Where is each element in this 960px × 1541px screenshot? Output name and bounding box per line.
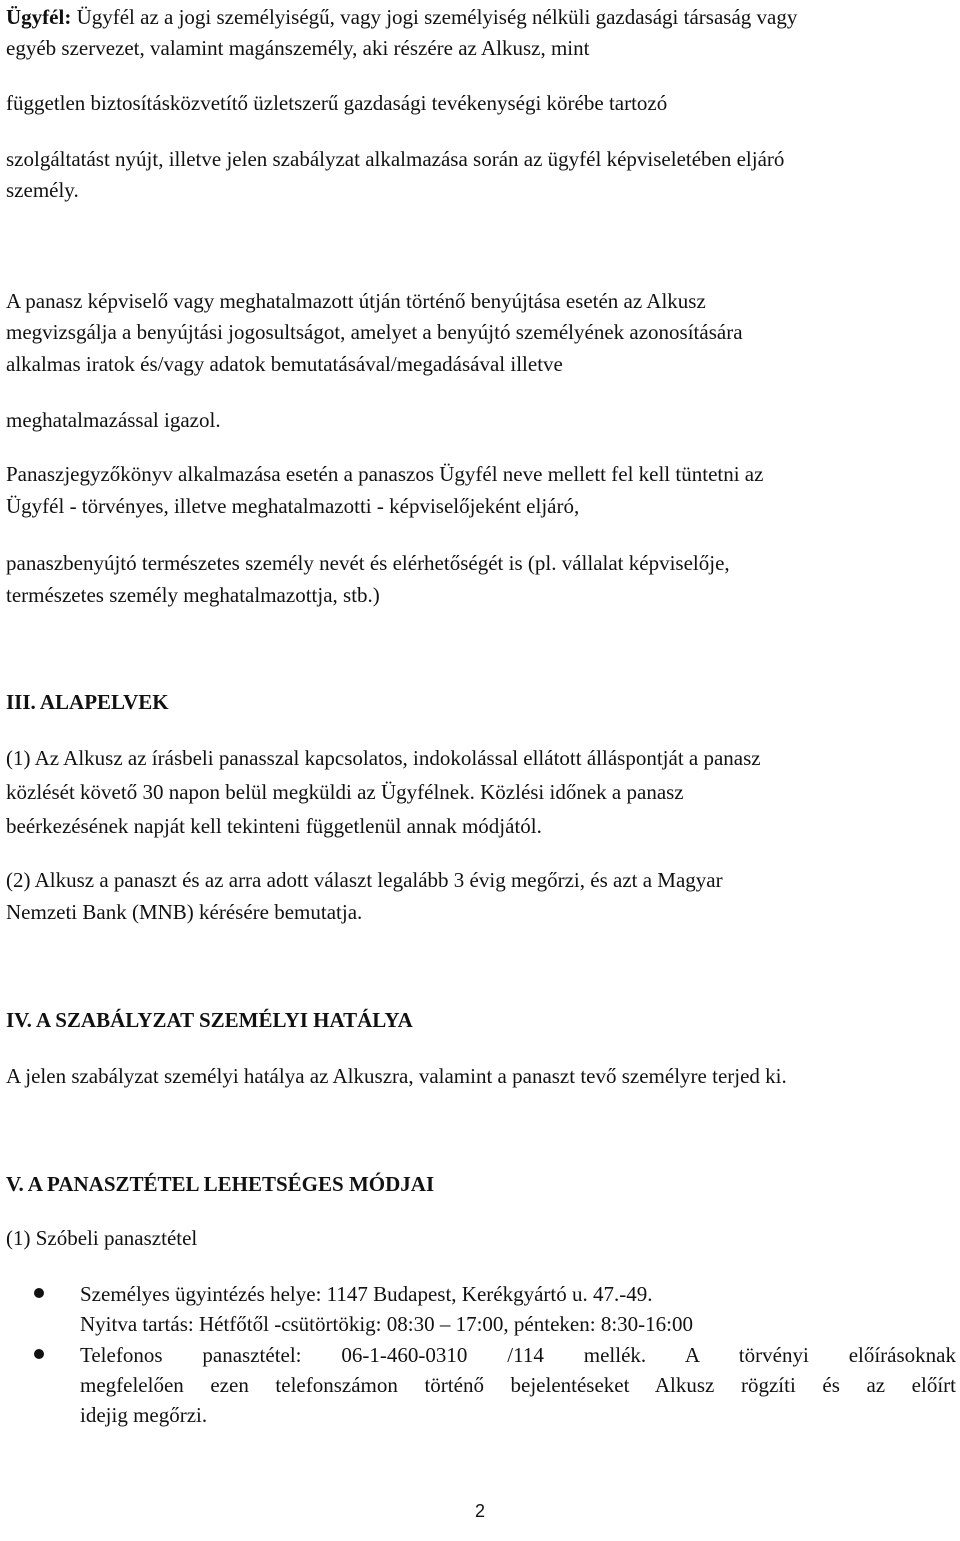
definition-line-3: független biztosításközvetítő üzletszerű gazdasági tevékenységi körébe tartozó bbox=[6, 91, 668, 115]
section-3-heading: III. ALAPELVEK bbox=[6, 690, 169, 714]
page-number: 2 bbox=[474, 1501, 485, 1521]
representative-line-3: alkalmas iratok és/vagy adatok bemutatásával/megadásával illetve bbox=[6, 352, 563, 376]
section-3-p1-line-3: beérkezésének napját kell tekinteni függetlenül annak módjától. bbox=[6, 814, 542, 838]
representative-line-4: meghatalmazással igazol. bbox=[6, 408, 221, 432]
section-5-heading: V. A PANASZTÉTEL LEHETSÉGES MÓDJAI bbox=[6, 1172, 435, 1196]
definition-text: Ügyfél az a jogi személyiségű, vagy jogi személyiség nélküli gazdasági társaság vagy bbox=[71, 5, 798, 29]
section-4-text: A jelen szabályzat személyi hatálya az Alkuszra, valamint a panaszt tevő személyre terjed ki. bbox=[6, 1064, 787, 1088]
definition-line-4: szolgáltatást nyújt, illetve jelen szabályzat alkalmazása során az ügyfél képviseletében eljáró bbox=[6, 147, 785, 171]
protocol-line-4: természetes személy meghatalmazottja, stb.) bbox=[6, 583, 380, 607]
bullet-1-line-1: Személyes ügyintézés helye: 1147 Budapest, Kerékgyártó u. 47.-49. bbox=[80, 1282, 653, 1306]
bullet-icon bbox=[34, 1288, 44, 1298]
protocol-line-3: panaszbenyújtó természetes személy nevét és elérhetőségét is (pl. vállalat képviselője, bbox=[6, 551, 730, 575]
protocol-line-2: Ügyfél - törvényes, illetve meghatalmazotti - képviselőjeként eljáró, bbox=[6, 494, 580, 518]
bullet-2-line-1: Telefonos panasztétel: 06-1-460-0310 /114 mellék. A törvényi előírásoknak bbox=[80, 1343, 956, 1367]
bullet-2-line-3: idejig megőrzi. bbox=[80, 1403, 208, 1427]
section-3-p2-line-1: (2) Alkusz a panaszt és az arra adott választ legalább 3 évig megőrzi, és azt a Magyar bbox=[6, 868, 723, 892]
representative-line-1: A panasz képviselő vagy meghatalmazott útján történő benyújtása esetén az Alkusz bbox=[6, 289, 706, 313]
bullet-2-line-2: megfelelően ezen telefonszámon történő bejelentéseket Alkusz rögzíti és az előírt bbox=[80, 1373, 956, 1397]
representative-line-2: megvizsgálja a benyújtási jogosultságot, amelyet a benyújtó személyének azonosítására bbox=[6, 320, 743, 344]
bullet-icon bbox=[34, 1349, 44, 1359]
protocol-line-1: Panaszjegyzőkönyv alkalmazása esetén a panaszos Ügyfél neve mellett fel kell tüntetni az bbox=[6, 462, 764, 486]
section-3-p2-line-2: Nemzeti Bank (MNB) kérésére bemutatja. bbox=[6, 900, 363, 924]
section-3-p1-line-1: (1) Az Alkusz az írásbeli panasszal kapcsolatos, indokolással ellátott álláspontját a panasz bbox=[6, 746, 761, 770]
section-4-heading: IV. A SZABÁLYZAT SZEMÉLYI HATÁLYA bbox=[6, 1008, 413, 1032]
definition-line-1 bbox=[6, 5, 797, 29]
definition-term: Ügyfél: bbox=[6, 5, 72, 29]
section-5-subheading: (1) Szóbeli panasztétel bbox=[6, 1226, 198, 1250]
definition-line-5: személy. bbox=[6, 178, 79, 202]
section-3-p1-line-2: közlését követő 30 napon belül megküldi az Ügyfélnek. Közlési időnek a panasz bbox=[6, 780, 684, 804]
bullet-1-line-2: Nyitva tartás: Hétfőtől -csütörtökig: 08:30 – 17:00, pénteken: 8:30-16:00 bbox=[80, 1312, 693, 1336]
definition-line-2: egyéb szervezet, valamint magánszemély, aki részére az Alkusz, mint bbox=[6, 36, 590, 60]
